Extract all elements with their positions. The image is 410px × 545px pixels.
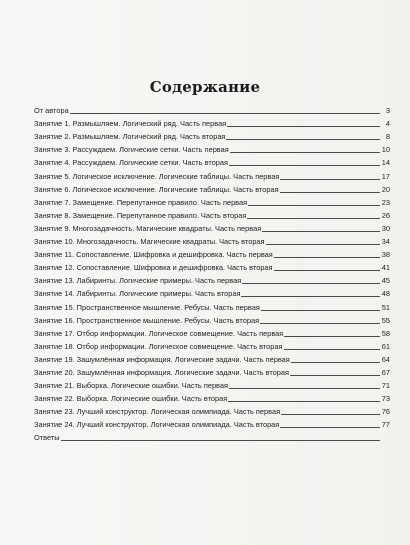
toc-entry-label: Занятие 2. Размышляем. Логический ряд. Часть вторая bbox=[34, 132, 226, 142]
toc-entry-label: Занятие 9. Многозадачность. Магические квадраты. Часть первая bbox=[34, 223, 262, 233]
toc-leader-line bbox=[230, 152, 380, 153]
toc-entry-page: 3 bbox=[385, 106, 390, 116]
toc-entry-page: 61 bbox=[381, 341, 390, 351]
toc-leader-line bbox=[61, 440, 380, 441]
toc-entry-label: Занятие 17. Отбор информации. Логическое совмещение. Часть первая bbox=[34, 328, 284, 338]
toc-leader-line bbox=[280, 192, 380, 193]
toc-entry-page: 34 bbox=[381, 237, 390, 247]
toc-entry-page: 51 bbox=[381, 302, 390, 312]
toc-entry bbox=[34, 102, 390, 115]
toc-entry bbox=[34, 403, 390, 416]
toc-entry-label: Занятие 6. Логическое исключение. Логические таблицы. Часть вторая bbox=[34, 184, 279, 194]
toc-leader-line bbox=[284, 336, 379, 337]
toc-entry bbox=[34, 312, 390, 325]
toc-entry-label: Ответы bbox=[34, 433, 60, 443]
toc-entry-label: Занятие 1. Размышляем. Логический ряд. Часть первая bbox=[34, 119, 227, 129]
toc-entry-label: Занятие 13. Лабиринты. Логические примеры. Часть первая bbox=[34, 276, 242, 286]
toc-entry bbox=[34, 259, 390, 272]
toc-entry-label: Занятие 5. Логическое исключение. Логические таблицы. Часть первая bbox=[34, 171, 280, 181]
toc-entry-page: 26 bbox=[381, 210, 390, 220]
toc-leader-line bbox=[248, 205, 380, 206]
toc-leader-line bbox=[229, 388, 380, 389]
toc-entry bbox=[34, 416, 390, 429]
toc-leader-line bbox=[227, 126, 380, 127]
toc-entry-page: 30 bbox=[381, 223, 390, 233]
toc-entry-page: 41 bbox=[381, 263, 390, 273]
toc-entry bbox=[34, 364, 390, 377]
toc-leader-line bbox=[274, 257, 380, 258]
toc-leader-line bbox=[228, 401, 380, 402]
toc-entry-label: Занятие 19. Зашумлённая информация. Логические задачи. Часть первая bbox=[34, 354, 290, 364]
toc-entry-page: 48 bbox=[381, 289, 390, 299]
toc-leader-line bbox=[226, 139, 380, 140]
toc-entry bbox=[34, 338, 390, 351]
toc-entry-label: Занятие 22. Выборка. Логические ошибки. Часть вторая bbox=[34, 394, 228, 404]
toc-leader-line bbox=[280, 427, 379, 428]
toc-entry bbox=[34, 207, 390, 220]
toc-entry bbox=[34, 325, 390, 338]
toc-entry-label: Занятие 3. Рассуждаем. Логические сетки. Часть первая bbox=[34, 145, 229, 155]
toc-entry-label: Занятие 21. Выборка. Логические ошибки. Часть первая bbox=[34, 381, 229, 391]
toc-entry-page: 8 bbox=[385, 132, 390, 142]
toc-leader-line bbox=[70, 113, 380, 114]
toc-entry-page: 76 bbox=[381, 407, 390, 417]
toc-entry-page: 17 bbox=[381, 171, 390, 181]
toc-leader-line bbox=[247, 218, 379, 219]
toc-leader-line bbox=[284, 349, 380, 350]
toc-entry-page: 14 bbox=[381, 158, 390, 168]
toc-entry-page: 77 bbox=[381, 420, 390, 430]
toc-leader-line bbox=[241, 296, 379, 297]
toc-entry bbox=[34, 272, 390, 285]
toc-leader-line bbox=[266, 244, 380, 245]
toc-entry-label: Занятие 7. Замещение. Перепутанное правило. Часть первая bbox=[34, 197, 248, 207]
toc-entry-label: Занятие 15. Пространственное мышление. Ребусы. Часть первая bbox=[34, 302, 260, 312]
table-of-contents bbox=[34, 102, 390, 442]
toc-entry-page: 67 bbox=[381, 367, 390, 377]
toc-entry-page: 23 bbox=[381, 197, 390, 207]
toc-entry-page: 10 bbox=[381, 145, 390, 155]
toc-leader-line bbox=[262, 231, 380, 232]
toc-entry bbox=[34, 298, 390, 311]
toc-entry bbox=[34, 285, 390, 298]
toc-entry-page: 38 bbox=[381, 250, 390, 260]
toc-entry bbox=[34, 141, 390, 154]
toc-leader-line bbox=[274, 270, 380, 271]
toc-entry bbox=[34, 377, 390, 390]
toc-entry-label: Занятие 23. Лучший конструктор. Логическая олимпиада. Часть первая bbox=[34, 407, 281, 417]
toc-entry-page: 71 bbox=[381, 381, 390, 391]
toc-entry-label: От автора bbox=[34, 106, 69, 116]
toc-entry-page: 64 bbox=[381, 354, 390, 364]
toc-entry-page: 55 bbox=[381, 315, 390, 325]
toc-leader-line bbox=[242, 283, 380, 284]
toc-entry-label: Занятие 8. Замещение. Перепутанное правило. Часть вторая bbox=[34, 210, 247, 220]
toc-entry-label: Занятие 10. Многозадачность. Магические квадраты. Часть вторая bbox=[34, 237, 265, 247]
toc-entry bbox=[34, 351, 390, 364]
toc-entry-label: Занятие 14. Лабиринты. Логические примеры. Часть вторая bbox=[34, 289, 241, 299]
toc-entry bbox=[34, 115, 390, 128]
toc-entry-label: Занятие 11. Сопоставление. Шифровка и дешифровка. Часть первая bbox=[34, 250, 273, 260]
toc-entry-page: 45 bbox=[381, 276, 390, 286]
toc-entry bbox=[34, 390, 390, 403]
toc-leader-line bbox=[281, 414, 380, 415]
toc-entry bbox=[34, 128, 390, 141]
page-title: Содержание bbox=[149, 78, 261, 96]
toc-entry-page: 58 bbox=[381, 328, 390, 338]
toc-entry-label: Занятие 18. Отбор информации. Логическое совмещение. Часть вторая bbox=[34, 341, 283, 351]
toc-entry bbox=[34, 429, 390, 442]
toc-entry-label: Занятие 20. Зашумлённая информация. Логические задачи. Часть вторая bbox=[34, 367, 290, 377]
toc-entry-label: Занятие 24. Лучший конструктор. Логическая олимпиада. Часть вторая bbox=[34, 420, 280, 430]
toc-entry bbox=[34, 246, 390, 259]
toc-entry bbox=[34, 167, 390, 180]
toc-entry-label: Занятие 16. Пространственное мышление. Ребусы. Часть вторая bbox=[34, 315, 260, 325]
toc-entry-page: 20 bbox=[381, 184, 390, 194]
toc-leader-line bbox=[260, 323, 380, 324]
toc-leader-line bbox=[229, 165, 380, 166]
toc-entry bbox=[34, 194, 390, 207]
toc-entry-page: 73 bbox=[381, 394, 390, 404]
toc-entry bbox=[34, 233, 390, 246]
toc-leader-line bbox=[280, 179, 379, 180]
toc-entry-page: 4 bbox=[385, 119, 390, 129]
toc-entry bbox=[34, 154, 390, 167]
toc-entry-label: Занятие 12. Сопоставление. Шифровка и дешифровка. Часть вторая bbox=[34, 263, 273, 273]
toc-leader-line bbox=[261, 310, 380, 311]
toc-entry bbox=[34, 181, 390, 194]
toc-entry bbox=[34, 220, 390, 233]
toc-leader-line bbox=[291, 362, 380, 363]
toc-leader-line bbox=[290, 375, 380, 376]
toc-entry-label: Занятие 4. Рассуждаем. Логические сетки. Часть вторая bbox=[34, 158, 228, 168]
